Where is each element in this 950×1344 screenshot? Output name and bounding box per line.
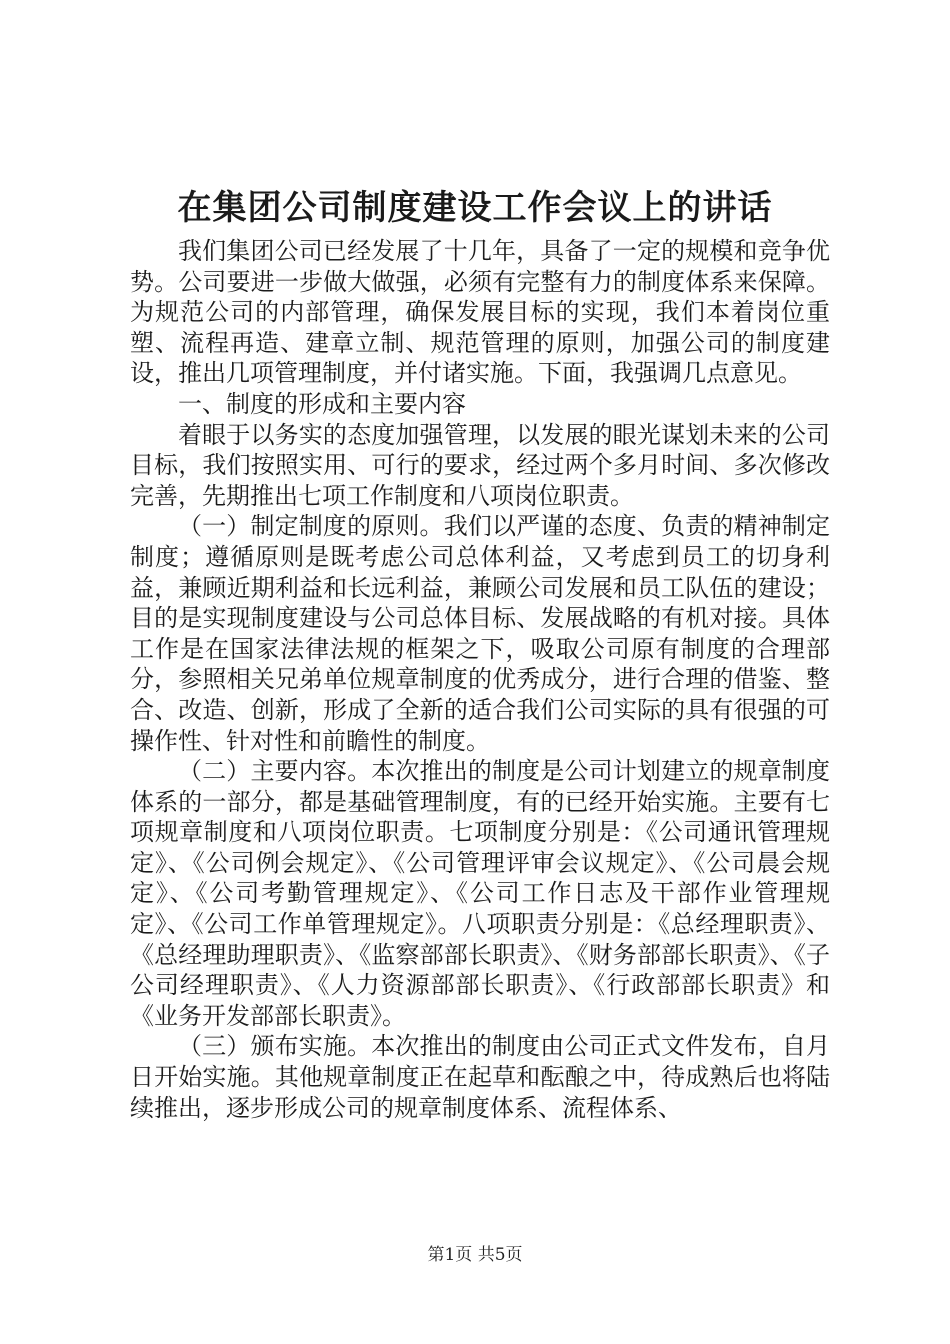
document-body (130, 236, 830, 1123)
document-title: 在集团公司制度建设工作会议上的讲话 (177, 188, 773, 228)
paragraph-intro: 我们集团公司已经发展了十几年，具备了一定的规模和竞争优势。公司要进一步做大做强，必须有完整有力的制度体系来保障。为规范公司的内部管理，确保发展目标的实现，我们本着岗位重塑、流程再造、建章立制、规范管理的原则，加强公司的制度建设，推出几项管理制度，并付诸实施。下面，我强调几点意见。 (130, 237, 830, 388)
paragraph-implementation: （三）颁布实施。本次推出的制度由公司正式文件发布，自月日开始实施。其他规章制度正在起草和酝酿之中，待成熟后也将陆续推出，逐步形成公司的规章制度体系、流程体系、 (130, 1032, 830, 1122)
paragraph-overview: 着眼于以务实的态度加强管理，以发展的眼光谋划未来的公司目标，我们按照实用、可行的要求，经过两个多月时间、多次修改完善，先期推出七项工作制度和八项岗位职责。 (130, 420, 830, 510)
section-heading-1: 一、制度的形成和主要内容 (178, 389, 466, 418)
paragraph-principles: （一）制定制度的原则。我们以严谨的态度、负责的精神制定制度；遵循原则是既考虑公司总体利益，又考虑到员工的切身利益，兼顾近期利益和长远利益，兼顾公司发展和员工队伍的建设；目的是实现制度建设与公司总体目标、发展战略的有机对接。具体工作是在国家法律法规的框架之下，吸取公司原有制度的合理部分，参照相关兄弟单位规章制度的优秀成分，进行合理的借鉴、整合、改造、创新，形成了全新的适合我们公司实际的具有很强的可操作性、针对性和前瞻性的制度。 (130, 512, 830, 755)
page-footer: 第1页 共5页 (427, 1245, 523, 1265)
paragraph-main-content: （二）主要内容。本次推出的制度是公司计划建立的规章制度体系的一部分，都是基础管理制度，有的已经开始实施。主要有七项规章制度和八项岗位职责。七项制度分别是：《公司通讯管理规定》、《公司例会规定》、《公司管理评审会议规定》、《公司晨会规定》、《公司考勤管理规定》、《公司工作日志及干部作业管理规定》、《公司工作单管理规定》。八项职责分别是：《总经理职责》、《总经理助理职责》、《监察部部长职责》、《财务部部长职责》、《子公司经理职责》、《人力资源部部长职责》、《行政部部长职责》和《业务开发部部长职责》。 (130, 757, 830, 1030)
